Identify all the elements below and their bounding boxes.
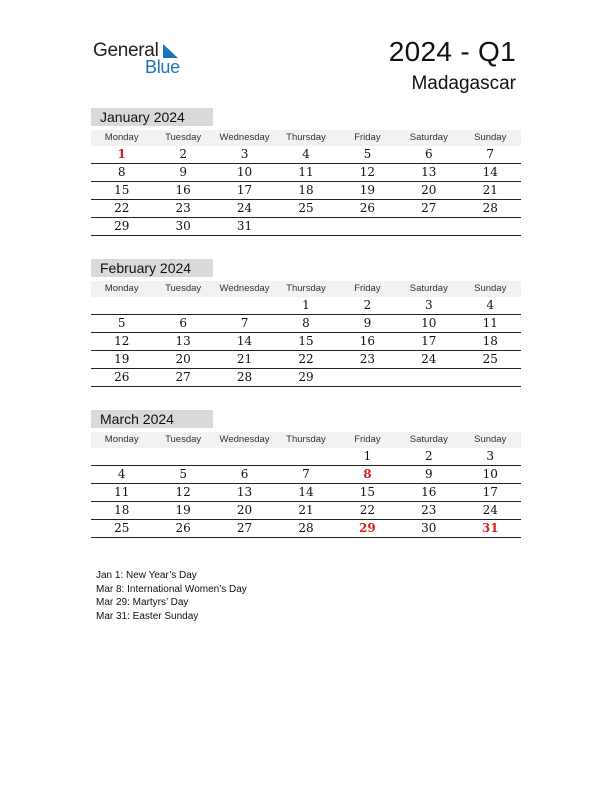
brand-blue-text: Blue [145, 57, 180, 77]
day-cell: 21 [298, 503, 314, 517]
day-cell: 28 [298, 521, 314, 535]
day-cell: 29 [359, 521, 376, 535]
day-cell: 23 [359, 352, 376, 366]
country-name: Madagascar [411, 73, 516, 94]
holiday-notes [96, 569, 247, 623]
month-grid [91, 130, 521, 236]
weekday-header: Saturday [409, 283, 448, 294]
week-row [91, 502, 521, 520]
day-cell: 16 [175, 183, 191, 197]
day-cell: 6 [425, 147, 433, 161]
day-cell: 5 [179, 467, 187, 481]
month-february [91, 259, 521, 387]
day-cell [275, 448, 336, 465]
day-cell: 28 [482, 201, 498, 215]
holiday-note: Mar 8: International Women’s Day [96, 583, 247, 595]
day-cell: 1 [117, 147, 126, 161]
weekday-header: Tuesday [165, 434, 202, 445]
day-cell: 26 [175, 521, 191, 535]
day-cell: 8 [363, 467, 372, 481]
holiday-note: Jan 1: New Year’s Day [96, 570, 197, 581]
day-cell: 22 [298, 352, 314, 366]
holiday-note: Mar 31: Easter Sunday [96, 610, 199, 622]
day-cell: 29 [298, 370, 314, 384]
day-cell [337, 369, 398, 386]
day-cell [91, 297, 152, 314]
weekday-header: Thursday [286, 283, 326, 294]
day-cell: 12 [359, 165, 376, 179]
day-cell: 1 [302, 298, 310, 312]
day-cell: 6 [240, 467, 249, 481]
month-label: February 2024 [91, 259, 213, 277]
day-cell [214, 297, 275, 314]
day-cell: 12 [114, 334, 130, 348]
page-title: 2024 - Q1 [388, 36, 516, 67]
week-row [91, 297, 521, 315]
day-cell [398, 218, 459, 235]
day-cell: 22 [114, 201, 130, 215]
day-cell: 16 [359, 334, 376, 348]
month-label: January 2024 [91, 108, 213, 126]
day-cell: 9 [363, 316, 372, 330]
week-row [91, 146, 521, 164]
day-cell: 7 [240, 316, 249, 330]
day-cell [398, 369, 459, 386]
day-cell: 25 [482, 352, 498, 366]
weekday-header: Friday [354, 283, 381, 294]
day-cell: 14 [298, 485, 314, 499]
day-cell: 5 [117, 316, 126, 330]
month-january [91, 108, 521, 236]
day-cell: 18 [482, 334, 498, 348]
day-cell: 1 [363, 449, 372, 463]
day-cell: 19 [175, 503, 191, 517]
day-cell: 14 [236, 334, 253, 348]
brand-general-text: General [93, 40, 159, 61]
day-cell: 3 [425, 298, 433, 312]
month-grid [91, 281, 521, 387]
weekday-header: Saturday [409, 132, 448, 143]
weekday-header: Wednesday [219, 283, 270, 294]
week-row [91, 164, 521, 182]
day-cell: 29 [114, 219, 130, 233]
week-row [91, 333, 521, 351]
day-cell [152, 448, 213, 465]
day-cell: 24 [421, 352, 437, 366]
day-cell: 7 [302, 467, 310, 481]
weekday-header: Tuesday [165, 132, 202, 143]
day-cell: 26 [359, 201, 376, 215]
day-cell: 26 [114, 370, 130, 384]
day-cell [337, 218, 398, 235]
day-cell: 17 [482, 485, 498, 499]
day-cell: 20 [421, 183, 437, 197]
day-cell: 21 [236, 352, 253, 366]
day-cell [214, 448, 275, 465]
day-cell: 20 [236, 503, 253, 517]
weekday-header-row [91, 281, 521, 297]
day-cell: 21 [482, 183, 498, 197]
day-cell: 27 [236, 521, 253, 535]
week-row [91, 520, 521, 538]
day-cell: 11 [482, 316, 498, 330]
week-row [91, 369, 521, 387]
day-cell: 19 [114, 352, 130, 366]
day-cell: 30 [175, 219, 191, 233]
day-cell: 7 [486, 147, 495, 161]
day-cell: 17 [236, 183, 253, 197]
weekday-header: Wednesday [219, 132, 270, 143]
weekday-header: Sunday [474, 434, 507, 445]
day-cell [275, 218, 336, 235]
day-cell: 18 [298, 183, 314, 197]
day-cell: 25 [298, 201, 314, 215]
day-cell: 22 [359, 503, 376, 517]
weekday-header: Thursday [286, 434, 326, 445]
day-cell: 16 [421, 485, 437, 499]
week-row [91, 315, 521, 333]
day-cell: 10 [236, 165, 253, 179]
day-cell: 15 [298, 334, 314, 348]
day-cell: 24 [482, 503, 498, 517]
day-cell: 3 [240, 147, 249, 161]
weekday-header: Friday [354, 434, 381, 445]
month-march [91, 410, 521, 538]
weekday-header-row [91, 432, 521, 448]
day-cell: 4 [486, 298, 495, 312]
day-cell: 14 [482, 165, 498, 179]
day-cell: 2 [179, 147, 187, 161]
weekday-header: Monday [104, 434, 139, 445]
day-cell [460, 218, 521, 235]
weekday-header: Monday [104, 283, 139, 294]
day-cell: 11 [298, 165, 314, 179]
day-cell: 9 [425, 467, 433, 481]
day-cell: 8 [302, 316, 310, 330]
week-row [91, 448, 521, 466]
weekday-header: Monday [104, 132, 139, 143]
weekday-header: Sunday [474, 283, 507, 294]
day-cell: 4 [117, 467, 126, 481]
weekday-header: Saturday [409, 434, 448, 445]
day-cell: 31 [481, 521, 499, 535]
day-cell: 11 [114, 485, 130, 499]
week-row [91, 182, 521, 200]
day-cell: 24 [236, 201, 253, 215]
holiday-note: Mar 29: Martyrs’ Day [96, 597, 189, 608]
day-cell: 4 [302, 147, 310, 161]
weekday-header: Tuesday [165, 283, 202, 294]
day-cell: 23 [175, 201, 191, 215]
day-cell: 19 [359, 183, 376, 197]
day-cell: 10 [421, 316, 437, 330]
week-row [91, 200, 521, 218]
day-cell: 2 [363, 298, 372, 312]
day-cell: 28 [236, 370, 253, 384]
day-cell: 27 [421, 201, 437, 215]
day-cell: 3 [486, 449, 495, 463]
day-cell: 13 [175, 334, 191, 348]
weekday-header: Sunday [474, 132, 507, 143]
month-grid [91, 432, 521, 538]
day-cell: 25 [114, 521, 130, 535]
day-cell: 23 [421, 503, 437, 517]
day-cell [460, 369, 521, 386]
day-cell: 17 [421, 334, 437, 348]
week-row [91, 466, 521, 484]
brand-logo [93, 40, 193, 80]
day-cell: 9 [179, 165, 187, 179]
day-cell: 8 [117, 165, 126, 179]
weekday-header: Friday [354, 132, 381, 143]
month-label: March 2024 [91, 410, 213, 428]
day-cell [91, 448, 152, 465]
week-row [91, 484, 521, 502]
weekday-header-row [91, 130, 521, 146]
weekday-header: Thursday [286, 132, 326, 143]
week-row [91, 218, 521, 236]
day-cell: 10 [482, 467, 498, 481]
day-cell: 15 [359, 485, 376, 499]
day-cell: 18 [114, 503, 130, 517]
day-cell: 12 [175, 485, 191, 499]
day-cell: 13 [421, 165, 437, 179]
day-cell: 30 [421, 521, 437, 535]
day-cell: 13 [236, 485, 253, 499]
day-cell: 5 [363, 147, 372, 161]
day-cell: 27 [175, 370, 191, 384]
day-cell: 31 [236, 219, 253, 233]
week-row [91, 351, 521, 369]
day-cell: 2 [425, 449, 433, 463]
day-cell: 20 [175, 352, 191, 366]
day-cell: 15 [114, 183, 130, 197]
day-cell [152, 297, 213, 314]
weekday-header: Wednesday [219, 434, 270, 445]
day-cell: 6 [179, 316, 187, 330]
